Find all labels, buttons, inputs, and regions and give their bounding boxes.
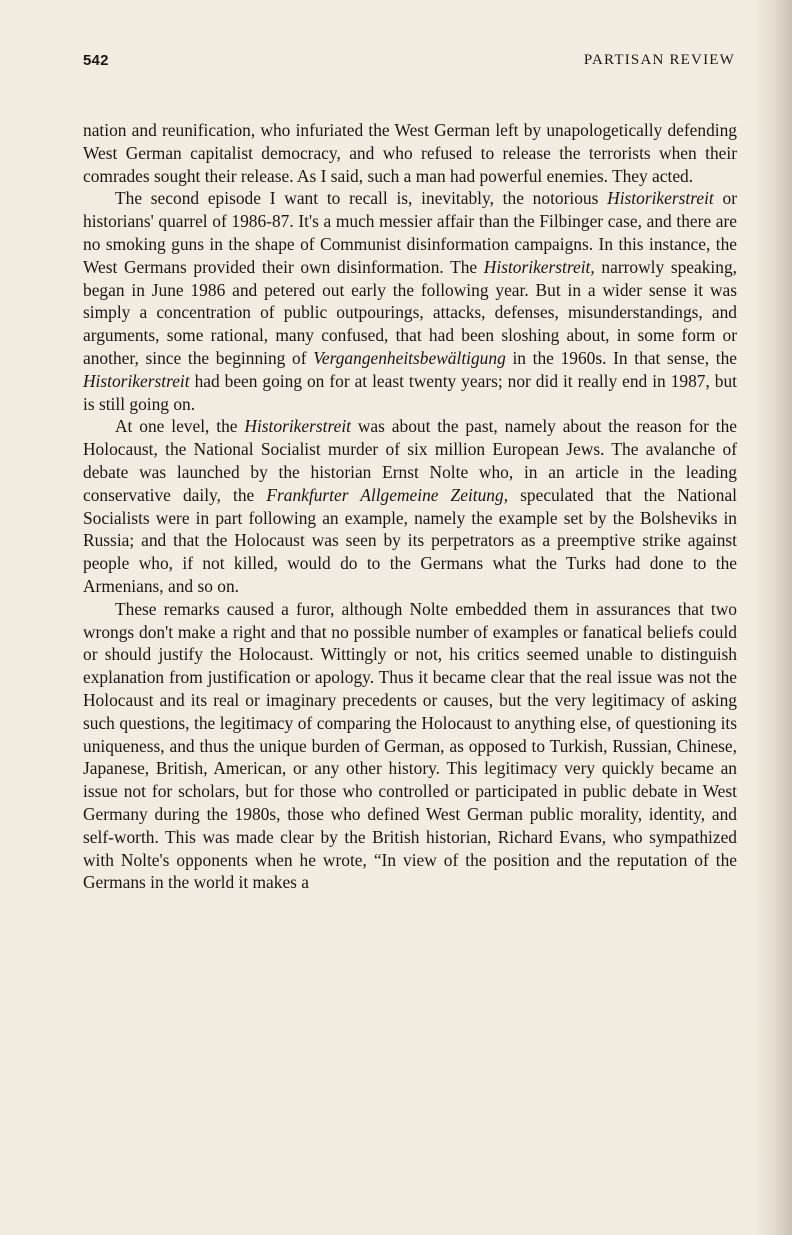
paragraph (83, 598, 737, 894)
body-text (83, 119, 737, 894)
text-run: in the 1960s. In that sense, the (505, 347, 737, 368)
italic-term: Vergangenheitsbewältigung (313, 347, 506, 368)
text-run: speculated that the National Socialists were in part following an example, namely the example set by the Bolsheviks in Russia; and that the Holocaust was seen by its perpetrators as a preemptive strike against people who, if not killed, would do to the Germans what the Turks had done to the Armenians, and so on. (83, 484, 737, 596)
text-run: At one level, the (115, 416, 245, 437)
paragraph (83, 415, 737, 597)
text-run: The second episode I want to recall is, inevitably, the notorious (115, 188, 608, 209)
italic-term: Historikerstreit (244, 416, 351, 437)
paragraph (83, 187, 737, 415)
text-run: was about the past, namely about the reason for the Holocaust, the National Socialist murder of six million European Jews. The avalanche of debate was launched by the historian Ernst Nolte who, in an article in the leading conservative daily, the (83, 416, 738, 505)
running-head (83, 52, 735, 72)
text-run: had been going on for at least twenty years; nor did it really end in 1987, but is still going on. (83, 370, 737, 414)
journal-title: PARTISAN REVIEW (583, 52, 735, 68)
text-run: or historians' quarrel of 1986-87. It's a much messier affair than the Filbinger case, and there are no smoking guns in the shape of Communist disinformation campaigns. In this instance, the West Germans provided their own disinformation. The (83, 188, 737, 277)
page-number: 542 (83, 52, 109, 69)
italic-term: Historikerstreit (607, 188, 714, 209)
text-run: These remarks caused a furor, although Nolte embedded them in assurances that two wrongs don't make a right and that no possible number of examples or fanatical beliefs could or should justify the Holocaust. Wittingly or not, his critics seemed unable to distinguish explanation from justification or apology. Thus it became clear that the real issue was not the Holocaust and its real or imaginary precedents or causes, but the very legitimacy of asking such questions, the legitimacy of comparing the Holocaust to anything else, of questioning its uniqueness, and thus the unique burden of German, as opposed to Turkish, Russian, Chinese, Japanese, British, American, or any other history. This legitimacy very quickly became an issue not for scholars, but for those who controlled or participated in public debate in West Germany during the 1980s, those who defined West German public morality, identity, and self-worth. This was made clear by the British historian, Richard Evans, who sympathized with Nolte's opponents when he wrote, “In view of the position and the reputation of the Germans in the world it makes a (83, 598, 737, 893)
italic-term: Historikerstreit, (483, 256, 595, 277)
text-run: nation and reunification, who infuriated the West German left by unapologetically defending West German capitalist democracy, and who refused to release the terrorists when their comrades sought their release. As I said, such a man had powerful enemies. They acted. (83, 120, 737, 186)
italic-term: Frankfurter Allgemeine Zeitung, (266, 484, 509, 505)
text-run: narrowly speaking, began in June 1986 and petered out early the following year. But in a wider sense it was simply a concentration of public outpourings, attacks, defenses, misunderstandings, and arguments, some rational, many confused, that had been sloshing about, in some form or another, since the beginning of (83, 256, 737, 368)
italic-term: Historikerstreit (83, 370, 190, 391)
paragraph (83, 119, 737, 187)
